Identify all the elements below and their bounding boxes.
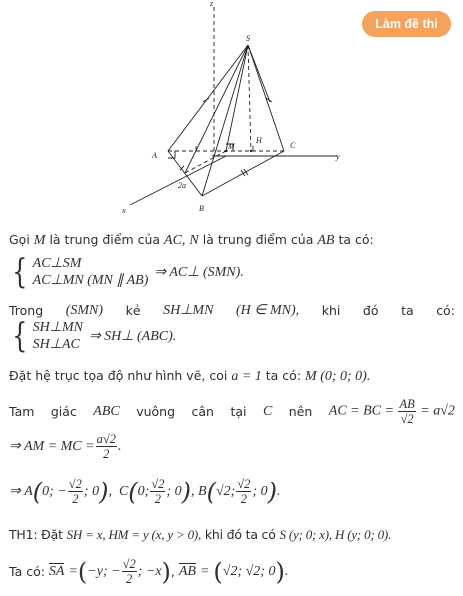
denominator: 2 bbox=[154, 492, 162, 506]
text: là trung điểm của bbox=[49, 232, 161, 247]
text: vuông bbox=[136, 403, 176, 419]
text: có: bbox=[436, 303, 455, 318]
text: Trong bbox=[9, 303, 44, 318]
numerator: √2 bbox=[237, 477, 251, 491]
segment-sh bbox=[248, 45, 251, 151]
axis-label-y: y bbox=[336, 152, 340, 161]
system-row: AC⊥SM bbox=[32, 256, 82, 271]
vertex-label-c: C bbox=[290, 141, 296, 150]
line-am-mc bbox=[9, 432, 455, 461]
fraction bbox=[96, 432, 117, 461]
math: √2; bbox=[215, 483, 236, 499]
text: nên bbox=[288, 403, 313, 419]
math: C bbox=[262, 403, 273, 419]
line-tam-giac bbox=[9, 397, 455, 426]
math: = bbox=[199, 563, 210, 579]
text: Gọi bbox=[9, 232, 30, 247]
text: khi bbox=[321, 303, 341, 318]
math: SH = x, HM = y (x, y > 0), bbox=[66, 527, 202, 542]
text: Đặt hệ trục tọa độ như hình vẽ, coi bbox=[9, 368, 228, 383]
line-coordinates: ⇒ A ( 0; − $\frac{√2}{2}$ ; 0 ) , C ( 0; $\frac{√2}{2}$ ; 0 ) , B ( √2; $\frac{√2}{2}$ ; 0 ) . bbox=[9, 477, 281, 506]
math: ; 0 bbox=[166, 483, 182, 499]
system-1 bbox=[9, 252, 244, 292]
math: ; −x bbox=[137, 563, 162, 579]
text: kẻ bbox=[125, 303, 141, 318]
text: ta có: bbox=[338, 232, 374, 247]
paren: ) bbox=[267, 477, 277, 506]
vertex-label-s: S bbox=[246, 34, 250, 43]
math: ; 0 bbox=[252, 483, 268, 499]
math: 0; − bbox=[42, 483, 67, 499]
math: ABC bbox=[93, 403, 120, 419]
text: ta có: bbox=[265, 368, 302, 383]
lam-de-thi-button[interactable]: Làm đề thi bbox=[362, 11, 451, 37]
paren: ( bbox=[128, 477, 138, 506]
math: 0; bbox=[137, 483, 150, 499]
numerator: a√2 bbox=[96, 432, 116, 446]
tick-bc-2 bbox=[244, 169, 248, 175]
fraction bbox=[150, 477, 165, 506]
math: (SMN) bbox=[65, 303, 104, 318]
math-expression bbox=[329, 397, 455, 426]
numerator: √2 bbox=[151, 477, 165, 491]
paren: ( bbox=[213, 557, 223, 586]
numerator: √2 bbox=[122, 557, 136, 571]
length-label-2a: 2a bbox=[178, 181, 186, 190]
axis-label-z: z bbox=[210, 0, 214, 8]
segment-sm bbox=[226, 45, 248, 151]
system-result: ⇒ AC⊥ (SMN). bbox=[154, 264, 244, 280]
text: TH1: Đặt bbox=[9, 527, 63, 542]
math: . bbox=[117, 438, 122, 454]
point-label-m: M bbox=[228, 142, 235, 151]
text: khi đó ta có bbox=[204, 527, 276, 542]
brace: { bbox=[12, 252, 28, 292]
math: M (0; 0; 0). bbox=[305, 369, 371, 384]
fraction bbox=[122, 557, 137, 586]
system-2 bbox=[9, 316, 177, 356]
segment-sn bbox=[185, 45, 248, 173]
vector-ab: AB bbox=[178, 563, 196, 579]
denominator: 2 bbox=[72, 492, 79, 506]
point-h bbox=[250, 150, 252, 152]
paren: ) bbox=[99, 477, 109, 506]
fraction bbox=[398, 397, 415, 426]
tick-sa bbox=[203, 98, 209, 102]
denominator: 2 bbox=[240, 492, 247, 506]
paren: ( bbox=[32, 477, 43, 506]
line-th1 bbox=[9, 526, 455, 544]
math: AB bbox=[317, 233, 335, 248]
math: . bbox=[284, 563, 289, 579]
math: AC = BC = bbox=[328, 403, 394, 419]
paren: ) bbox=[181, 477, 192, 506]
math: ⇒ bbox=[9, 483, 21, 499]
denominator: 2 bbox=[126, 572, 133, 586]
point-a-name: A bbox=[24, 483, 33, 499]
point-label-h: H bbox=[256, 136, 262, 145]
edge-sa bbox=[168, 45, 248, 151]
math: ⇒ AM = MC = bbox=[9, 438, 95, 454]
paren: ( bbox=[77, 557, 88, 586]
text: là trung điểm của bbox=[202, 232, 314, 247]
numerator: √2 bbox=[68, 477, 82, 491]
line-dat-he-truc bbox=[9, 367, 455, 386]
paren: ( bbox=[206, 477, 216, 506]
system-result: ⇒ SH⊥ (ABC). bbox=[88, 328, 177, 344]
math: = bbox=[68, 563, 78, 579]
point-c-name: C bbox=[118, 483, 129, 499]
line-vectors: Ta có: SA = ( −y; − $\frac{√2}{2}$ ; −x ) , AB = ( √2; √2; 0 ) . bbox=[9, 557, 289, 586]
math: √2; √2; 0 bbox=[222, 563, 276, 579]
text: tại bbox=[230, 403, 247, 419]
math: = a√2 bbox=[420, 403, 455, 419]
math: (H ∈ MN), bbox=[236, 303, 300, 318]
line-trong-smn bbox=[9, 302, 455, 320]
text: đó bbox=[362, 303, 379, 318]
denominator: √2 bbox=[400, 412, 414, 426]
text: Tam bbox=[9, 403, 35, 419]
vertex-label-a: A bbox=[152, 151, 157, 160]
math: SH⊥MN bbox=[163, 303, 214, 318]
brace: { bbox=[12, 316, 28, 356]
text: cân bbox=[191, 403, 214, 419]
point-b-name: B bbox=[198, 483, 207, 499]
denominator: 2 bbox=[103, 447, 110, 461]
math: M bbox=[33, 233, 46, 248]
segment-s-right bbox=[248, 45, 270, 102]
point-m bbox=[225, 150, 227, 152]
math: AC, bbox=[164, 233, 186, 248]
system-row: SH⊥MN bbox=[32, 320, 83, 335]
axis-label-x: x bbox=[122, 206, 126, 215]
math: a = 1 bbox=[231, 369, 262, 384]
text: ta bbox=[401, 303, 414, 318]
pyramid-figure bbox=[0, 0, 463, 230]
segment-mn bbox=[185, 151, 226, 173]
system-row: AC⊥MN (MN ∥ AB) bbox=[32, 273, 149, 288]
vector-sa: SA bbox=[48, 563, 65, 579]
paren: ) bbox=[275, 557, 285, 586]
numerator: AB bbox=[399, 397, 415, 411]
intro-line bbox=[9, 231, 455, 250]
system-row: SH⊥AC bbox=[32, 337, 80, 352]
text: giác bbox=[50, 403, 77, 419]
math: . bbox=[276, 483, 281, 499]
edge-sb bbox=[202, 45, 248, 196]
vertex-label-b: B bbox=[199, 204, 204, 213]
math: −y; − bbox=[87, 563, 121, 579]
paren: ) bbox=[161, 557, 171, 586]
math: S (y; 0; x), H (y; 0; 0). bbox=[279, 527, 392, 542]
fraction bbox=[236, 477, 251, 506]
math: ; 0 bbox=[83, 483, 100, 499]
math: N bbox=[189, 233, 199, 248]
text: Ta có: bbox=[9, 563, 45, 579]
fraction bbox=[68, 477, 83, 506]
